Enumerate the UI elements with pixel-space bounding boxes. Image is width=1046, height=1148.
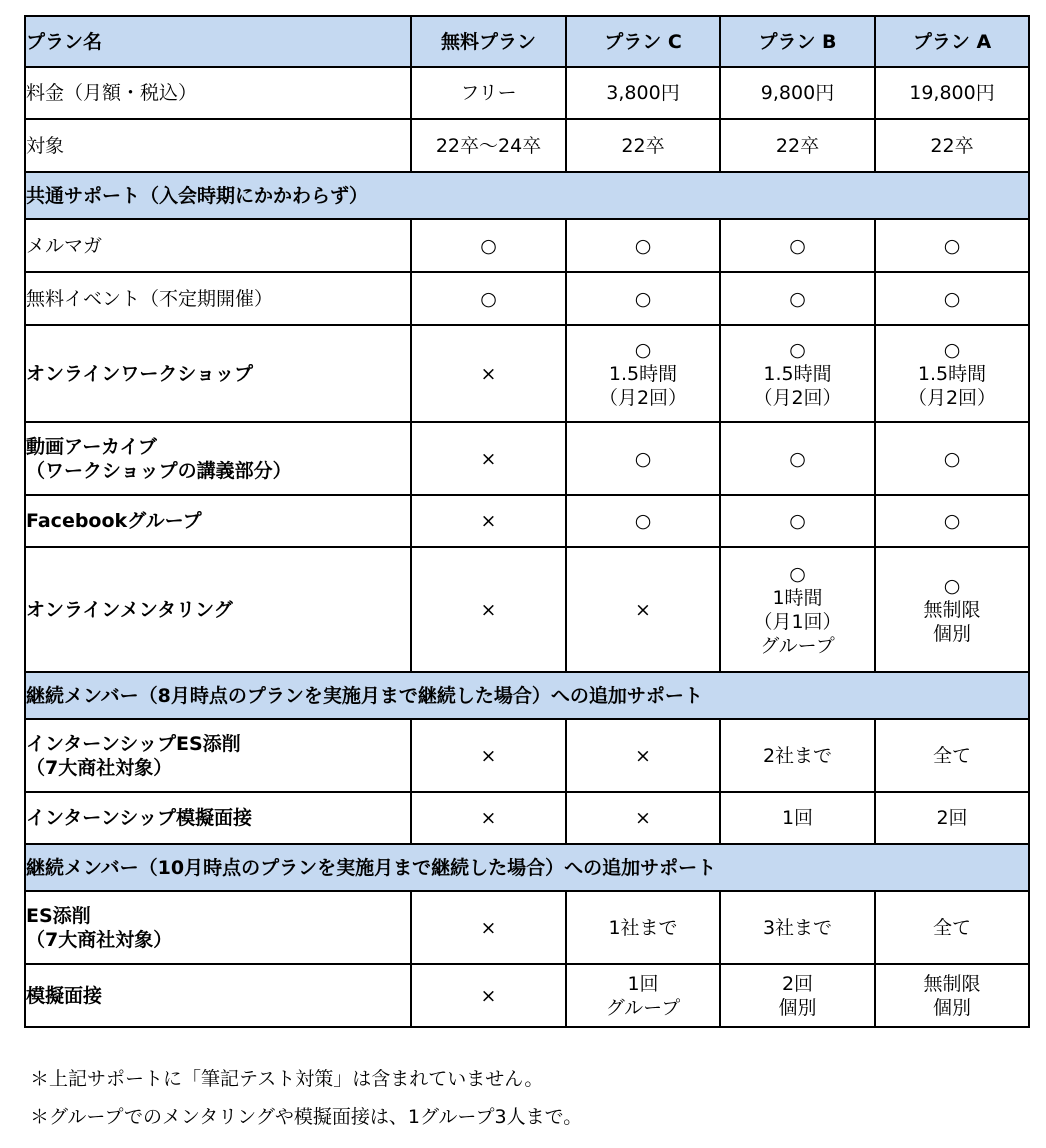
section-common-row: [25, 172, 1029, 219]
row-label: Facebookグループ: [25, 495, 411, 547]
value-line: ×: [480, 362, 497, 385]
value-line: ○: [634, 338, 652, 361]
row-label: 対象: [25, 119, 411, 172]
value-cell: [566, 964, 720, 1027]
value-cell: 22卒～24卒: [411, 119, 566, 172]
value-cell: ○: [875, 272, 1029, 325]
value-line: （月2回）: [907, 386, 997, 409]
value-cell: 22卒: [566, 119, 720, 172]
plan-b-header: プラン B: [720, 16, 875, 67]
value-cell: [875, 964, 1029, 1027]
footnotes: [30, 1067, 582, 1143]
value-line: 1.5時間: [917, 362, 987, 385]
value-line: ×: [635, 598, 651, 621]
facebook-row: [25, 495, 1029, 547]
value-cell: ○: [411, 219, 566, 272]
interview-row: [25, 964, 1029, 1027]
value-cell: ×: [411, 422, 566, 495]
value-cell: [411, 547, 566, 672]
event-row: [25, 272, 1029, 325]
plan-free-header: 無料プラン: [411, 16, 566, 67]
value-cell: ×: [411, 719, 566, 792]
value-cell: 1社まで: [566, 891, 720, 964]
row-label: オンラインワークショップ: [25, 325, 411, 422]
value-cell: ×: [566, 719, 720, 792]
label-line: （7大商社対象）: [26, 756, 173, 779]
value-cell: フリー: [411, 67, 566, 119]
plan-c-header: プラン C: [566, 16, 720, 67]
value-line: 2回: [781, 972, 814, 995]
header-label: プラン名: [25, 16, 411, 67]
value-cell: ○: [566, 495, 720, 547]
section-heading: 継続メンバー（8月時点のプランを実施月まで継続した場合）への追加サポート: [25, 672, 1029, 719]
label-line: インターンシップES添削: [26, 732, 241, 755]
value-line: ×: [480, 598, 497, 621]
plan-comparison-table: [24, 15, 1030, 1028]
value-cell: ○: [566, 272, 720, 325]
value-cell: 22卒: [875, 119, 1029, 172]
value-cell: 全て: [875, 719, 1029, 792]
label-line: 動画アーカイブ: [26, 435, 157, 458]
value-cell: 3,800円: [566, 67, 720, 119]
value-line: 無制限: [923, 598, 981, 621]
mentoring-row: [25, 547, 1029, 672]
value-cell: [566, 325, 720, 422]
value-cell: ○: [720, 422, 875, 495]
footnote: ＊上記サポートに「筆記テスト対策」は含まれていません。: [30, 1068, 544, 1090]
value-cell: [566, 547, 720, 672]
value-line: 1.5時間: [608, 362, 678, 385]
value-cell: ×: [411, 495, 566, 547]
value-line: 無制限: [923, 972, 981, 995]
row-label: メルマガ: [25, 219, 411, 272]
row-label: 料金（月額・税込）: [25, 67, 411, 119]
row-label: [25, 719, 411, 792]
value-cell: 9,800円: [720, 67, 875, 119]
value-line: ○: [789, 562, 806, 585]
footnote: ＊グループでのメンタリングや模擬面接は、1グループ3人まで。: [30, 1106, 583, 1128]
value-cell: ○: [566, 422, 720, 495]
value-cell: ×: [411, 891, 566, 964]
section-aug-row: [25, 672, 1029, 719]
value-line: 1時間: [772, 586, 823, 609]
value-line: （月1回）: [753, 610, 842, 633]
value-cell: [875, 325, 1029, 422]
label-line: ES添削: [26, 904, 91, 927]
value-cell: ○: [720, 219, 875, 272]
value-cell: [720, 964, 875, 1027]
value-cell: ○: [566, 219, 720, 272]
intern-interview-row: [25, 792, 1029, 844]
value-cell: ×: [411, 792, 566, 844]
value-cell: 22卒: [720, 119, 875, 172]
section-heading: 共通サポート（入会時期にかかわらず）: [25, 172, 1029, 219]
value-cell: [875, 547, 1029, 672]
header-row: [25, 16, 1029, 67]
label-line: （7大商社対象）: [26, 928, 173, 951]
row-label: 模擬面接: [25, 964, 411, 1027]
label-line: （ワークショップの講義部分）: [26, 459, 292, 482]
row-label: インターンシップ模擬面接: [25, 792, 411, 844]
workshop-row: [25, 325, 1029, 422]
row-label: オンラインメンタリング: [25, 547, 411, 672]
value-line: グループ: [605, 996, 681, 1019]
plan-a-header: プラン A: [875, 16, 1029, 67]
value-line: 1.5時間: [763, 362, 832, 385]
value-cell: 2社まで: [720, 719, 875, 792]
value-cell: 1回: [720, 792, 875, 844]
value-cell: ○: [875, 219, 1029, 272]
value-line: グループ: [760, 634, 835, 657]
value-cell: 19,800円: [875, 67, 1029, 119]
value-cell: [720, 325, 875, 422]
row-label: [25, 422, 411, 495]
value-cell: [411, 325, 566, 422]
value-line: （月2回）: [598, 386, 688, 409]
value-line: ○: [789, 338, 806, 361]
value-cell: ×: [566, 792, 720, 844]
value-cell: 2回: [875, 792, 1029, 844]
value-cell: [720, 547, 875, 672]
row-label: [25, 891, 411, 964]
video-row: [25, 422, 1029, 495]
value-line: ×: [480, 984, 497, 1007]
value-cell: 全て: [875, 891, 1029, 964]
section-heading: 継続メンバー（10月時点のプランを実施月まで継続した場合）への追加サポート: [25, 844, 1029, 891]
value-cell: ○: [875, 495, 1029, 547]
value-cell: 3社まで: [720, 891, 875, 964]
price-row: [25, 67, 1029, 119]
value-line: ○: [943, 338, 961, 361]
value-cell: [411, 964, 566, 1027]
intern-es-row: [25, 719, 1029, 792]
mail-row: [25, 219, 1029, 272]
value-cell: ○: [875, 422, 1029, 495]
value-line: 1回: [627, 972, 659, 995]
section-oct-row: [25, 844, 1029, 891]
value-line: 個別: [932, 622, 971, 645]
target-row: [25, 119, 1029, 172]
es-row: [25, 891, 1029, 964]
value-line: 個別: [778, 996, 817, 1019]
value-cell: ○: [720, 272, 875, 325]
value-line: （月2回）: [753, 386, 842, 409]
value-cell: ○: [411, 272, 566, 325]
value-cell: ○: [720, 495, 875, 547]
value-line: ○: [943, 574, 961, 597]
row-label: 無料イベント（不定期開催）: [25, 272, 411, 325]
value-line: 個別: [932, 996, 971, 1019]
